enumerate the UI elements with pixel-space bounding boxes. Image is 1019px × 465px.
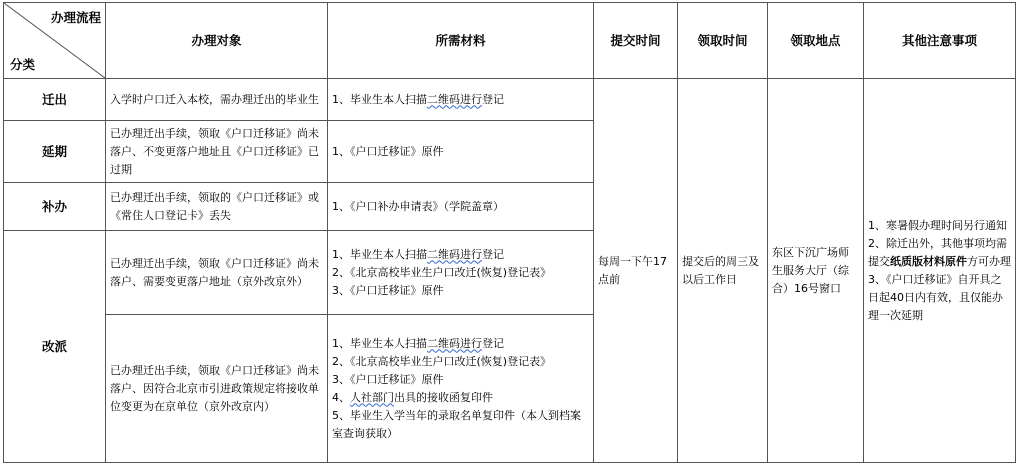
materials-gaipai-2: [328, 315, 594, 463]
material-line: [332, 407, 589, 443]
material-line: [332, 282, 589, 300]
line-text: 1、寒暑假办理时间另行通知: [868, 218, 1007, 232]
material-line: [868, 271, 1011, 325]
line-text: 出具的接收函复印件: [394, 390, 493, 404]
header-submit-time: 提交时间: [594, 3, 678, 79]
corner-top-label: 办理流程: [50, 10, 101, 25]
line-text: 2、《北京高校毕业生户口改迁(恢复)登记表》: [332, 354, 552, 368]
material-line: [332, 264, 589, 282]
target-buban: 已办理迁出手续，领取的《户口迁移证》或《常住人口登记卡》丢失: [106, 183, 328, 231]
header-pickup-place: 领取地点: [768, 3, 864, 79]
target-gaipai-1: 已办理迁出手续，领取《户口迁移证》尚未落户、需要变更落户地址（京外改京外）: [106, 231, 328, 315]
pickup-place-cell: 东区下沉广场师生服务大厅（综合）16号窗口: [768, 79, 864, 463]
line-text: 3、《户口迁移证》自开具之日起40日内有效，且仅能办理一次延期: [868, 272, 1003, 322]
header-target: 办理对象: [106, 3, 328, 79]
line-text: 2、除迁出外，其他事项均需提交: [868, 236, 1007, 268]
line-text: 3、《户口迁移证》原件: [332, 372, 444, 386]
line-text: 1、《户口补办申请表》（学院盖章）: [332, 199, 504, 213]
corner-bottom-label: 分类: [10, 57, 36, 72]
underlined-text: 二维码进行: [427, 336, 482, 350]
category-qianchu: 迁出: [4, 79, 106, 121]
material-line: [332, 389, 589, 407]
line-text: 登记: [482, 92, 504, 106]
material-line: [332, 91, 589, 109]
line-text: 5、毕业生入学当年的录取名单复印件（本人到档案室查询获取）: [332, 408, 581, 440]
target-yanqi: 已办理迁出手续，领取《户口迁移证》尚未落户、不变更落户地址且《户口迁移证》已过期: [106, 121, 328, 183]
material-line: [332, 353, 589, 371]
category-buban: 补办: [4, 183, 106, 231]
process-table: [3, 2, 1016, 463]
underlined-text: 二维码进行: [427, 247, 482, 261]
line-text: 3、《户口迁移证》原件: [332, 283, 444, 297]
material-line: [332, 246, 589, 264]
material-line: [332, 371, 589, 389]
line-text: 4、: [332, 390, 350, 404]
materials-buban: [328, 183, 594, 231]
pickup-time-cell: 提交后的周三及以后工作日: [678, 79, 768, 463]
material-line: [868, 235, 1011, 271]
line-text: 登记: [482, 336, 504, 350]
header-notes: 其他注意事项: [864, 3, 1016, 79]
corner-header-cell: [4, 3, 106, 79]
category-yanqi: 延期: [4, 121, 106, 183]
materials-gaipai-1: [328, 231, 594, 315]
submit-time-cell: 每周一下午17点前: [594, 79, 678, 463]
line-text: 登记: [482, 247, 504, 261]
underlined-text: 人社部门: [350, 390, 394, 404]
materials-qianchu: [328, 79, 594, 121]
material-line: [332, 198, 589, 216]
line-text: 方可办理: [967, 254, 1011, 268]
material-line: [332, 335, 589, 353]
line-text: 2、《北京高校毕业生户口改迁(恢复)登记表》: [332, 265, 552, 279]
category-gaipai: 改派: [4, 231, 106, 463]
line-text: 1、《户口迁移证》原件: [332, 144, 444, 158]
line-text: 1、毕业生本人扫描: [332, 92, 427, 106]
underlined-text: 二维码进行: [427, 92, 482, 106]
header-materials: 所需材料: [328, 3, 594, 79]
materials-yanqi: [328, 121, 594, 183]
row-qianchu: [4, 79, 1016, 121]
header-pickup-time: 领取时间: [678, 3, 768, 79]
line-text: 1、毕业生本人扫描: [332, 247, 427, 261]
header-row: [4, 3, 1016, 79]
line-text: 1、毕业生本人扫描: [332, 336, 427, 350]
target-gaipai-2: 已办理迁出手续，领取《户口迁移证》尚未落户、因符合北京市引进政策规定将接收单位变更为在京单位（京外改京内）: [106, 315, 328, 463]
bold-text: 纸质版材料原件: [890, 254, 967, 268]
notes-cell: [864, 79, 1016, 463]
material-line: [868, 217, 1011, 235]
target-qianchu: 入学时户口迁入本校，需办理迁出的毕业生: [106, 79, 328, 121]
material-line: [332, 143, 589, 161]
